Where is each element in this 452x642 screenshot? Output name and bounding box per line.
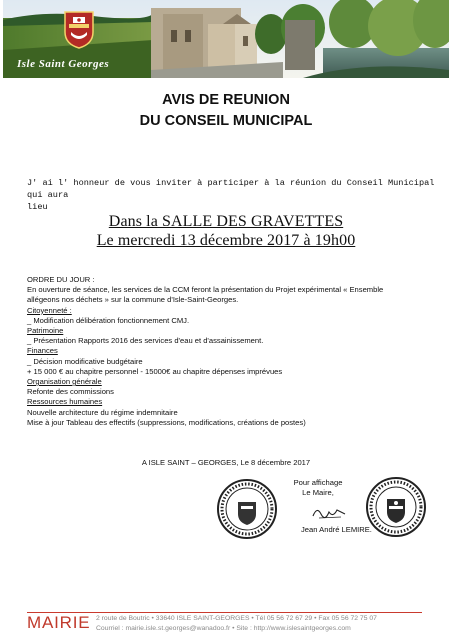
for-posting-label: Pour affichage — [293, 478, 343, 487]
town-hall-seal-stamp — [365, 476, 427, 538]
agenda-opening-line-1: En ouverture de séance, les services de la CCM feront la présentation du Projet expérimental « Ensemble — [27, 285, 384, 295]
footer-address: 2 route de Boutric • 33640 ISLE SAINT-GEORGES • Tél 05 56 72 67 29 • Fax 05 56 72 75 07 — [96, 615, 377, 622]
agenda-item: Nouvelle architecture du régime indemnitaire — [27, 407, 178, 417]
agenda-item: _ Modification délibération fonctionnement CMJ. — [27, 315, 190, 325]
section-heritage: Patrimoine — [27, 326, 64, 336]
invitation-text — [27, 177, 437, 213]
invitation-line-2: lieu — [27, 202, 48, 212]
agenda-item: Refonte des commissions — [27, 387, 114, 397]
council-seal-stamp — [216, 478, 278, 540]
place-and-date: A ISLE SAINT – GEORGES, Le 8 décembre 2017 — [141, 458, 311, 467]
agenda-item: _ Décision modificative budgétaire — [27, 356, 143, 366]
invitation-line-1: J' ai l' honneur de vous inviter à participer à la réunion du Conseil Municipal qui aura — [27, 178, 435, 200]
footer-contact: Courriel : mairie.isle.st.georges@wanadoo.fr • Site : http://www.islesaintgeorges.com — [96, 625, 351, 632]
meeting-date: Le mercredi 13 décembre 2017 à 19h00 — [96, 232, 356, 249]
section-finances: Finances — [27, 346, 58, 356]
coat-of-arms-logo — [63, 10, 95, 50]
section-human-resources: Ressources humaines — [27, 397, 103, 407]
header-banner — [3, 0, 449, 78]
title-line-2: DU CONSEIL MUNICIPAL — [139, 113, 313, 129]
agenda-item: + 15 000 € au chapitre personnel - 15000€ au chapitre dépenses imprévues — [27, 366, 283, 376]
mayor-name: Jean André LEMIRE. — [301, 525, 372, 534]
agenda — [27, 275, 442, 428]
section-citizenship: Citoyenneté : — [27, 305, 72, 315]
mayor-role: Le Maire, — [302, 488, 334, 497]
agenda-heading: ORDRE DU JOUR : — [27, 275, 95, 284]
footer-mairie-label: MAIRIE — [27, 613, 91, 632]
agenda-opening-line-2: allégeons nos déchets » sur la commune d'Isle-Saint-Georges. — [27, 295, 239, 305]
meeting-place: Dans la SALLE DES GRAVETTES — [108, 213, 344, 230]
signature-block — [273, 478, 363, 498]
municipality-brand: Isle Saint Georges — [17, 58, 110, 70]
handwritten-signature — [309, 502, 349, 522]
notice-page — [3, 0, 449, 642]
section-organisation: Organisation générale — [27, 377, 102, 387]
agenda-item: _ Présentation Rapports 2016 des services d'eau et d'assainissement. — [27, 336, 264, 346]
title-line-1: AVIS DE REUNION — [162, 92, 290, 108]
agenda-item: Mise à jour Tableau des effectifs (suppressions, modifications, créations de postes) — [27, 417, 306, 427]
